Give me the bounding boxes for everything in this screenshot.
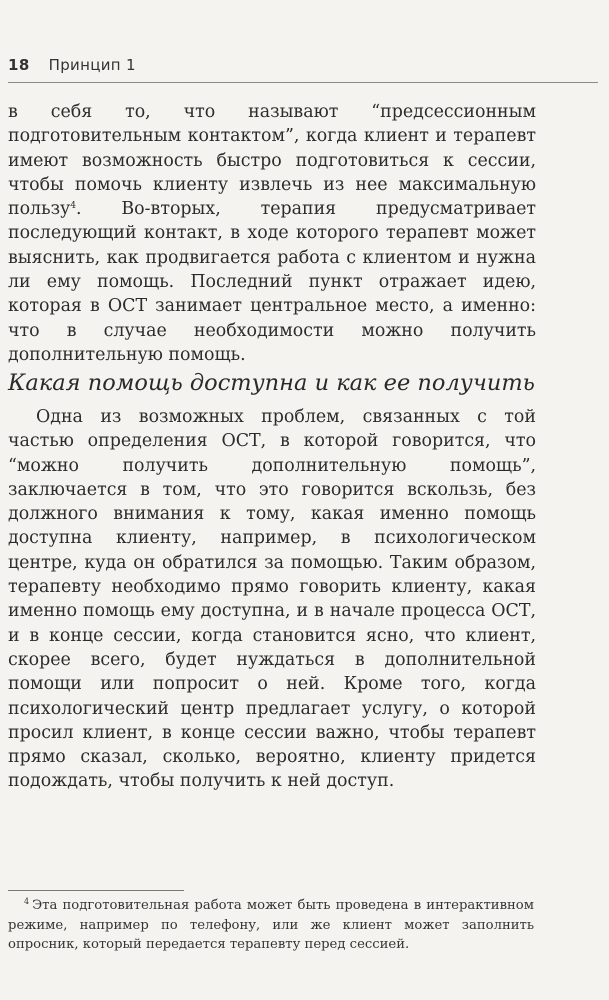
section-paragraph: Одна из возможных проблем, связанных с той частью определения ОСТ, в которой говорится, что “можно получить дополнительную помощь”, заключается в том, что это говорится вскользь, без должного внимания к тому, какая именно помощь доступна клиенту, например, в психологическом центре, куда он обратился за помощью. Таким образом, терапевту необходимо прямо говорить клиенту, какая именно помощь ему доступна, и в начале процесса ОСТ, и в конце сессии, когда становится ясно, что клиент, скорее всего, будет нуждаться в дополнительной помощи или попросит о ней. Кроме того, когда психологический центр предлагает услугу, о которой просил клиент, в конце сессии важно, чтобы терапевт прямо сказал, сколько, вероятно, клиенту придется подождать, чтобы получить к ней доступ.	[8, 407, 536, 792]
running-title: Принцип 1	[48, 56, 136, 74]
paragraph-text: в себя то, что называют “предсессионным подготовительным контактом”, когда клиент и терапевт имеют возможность быстро подготовиться к сессии, чтобы помочь клиенту извлечь из нее максимальную пользу	[8, 102, 536, 220]
footnote-divider	[8, 890, 184, 891]
paragraph-text-continued: . Во-вторых, терапия предусматривает последующий контакт, в ходе которого терапевт может выяснить, как продвигается работа с клиентом и нужна ли ему помощь. Последний пункт отражает идею, которая в ОСТ занимает центральное место, а именно: что в случае необходимости можно получить дополнительную помощь.	[8, 199, 536, 365]
section-body	[8, 405, 536, 794]
footnote-mark: 4	[24, 897, 30, 906]
paragraph	[8, 100, 536, 367]
continued-paragraph	[8, 100, 536, 367]
footnote-text: Эта подготовительная работа может быть проведена в интерактивном режиме, например по телефону, или же клиент может заполнить опросник, который передается терапевту перед сессией.	[8, 898, 534, 952]
section-heading: Какая помощь доступна и как ее получить	[8, 370, 535, 396]
running-header	[8, 56, 598, 83]
page-number: 18	[8, 56, 30, 74]
footnote-reference[interactable]: 4	[70, 201, 77, 212]
footnote	[8, 896, 534, 955]
